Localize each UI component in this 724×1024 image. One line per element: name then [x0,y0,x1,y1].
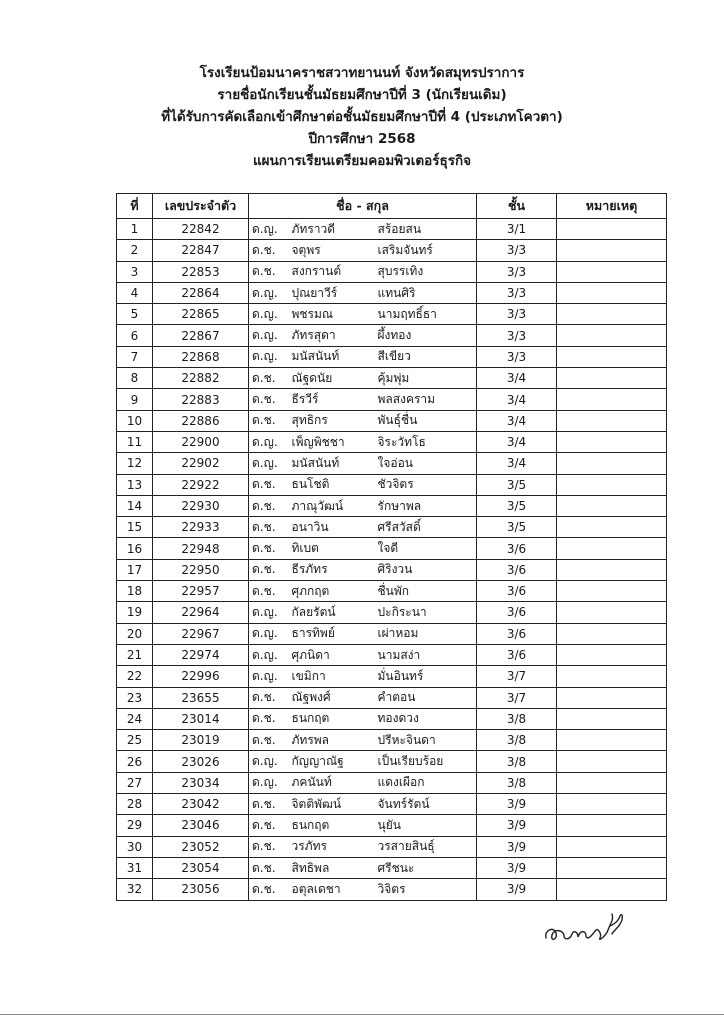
student-id: 23026 [153,751,249,772]
table-row [117,368,667,389]
last-name: ใจดี [375,538,477,559]
first-name: ภัทรพล [289,730,375,751]
name-title: ด.ช. [249,794,289,815]
class-room: 3/9 [477,879,557,900]
class-room: 3/3 [477,325,557,346]
class-room: 3/3 [477,304,557,325]
first-name: พชรมณ [289,304,375,325]
last-name: คำตอน [375,687,477,708]
table-row [117,389,667,410]
remark [557,687,667,708]
name-title: ด.ญ. [249,772,289,793]
name-title: ด.ช. [249,261,289,282]
last-name: เป็นเรียบร้อย [375,751,477,772]
table-row [117,325,667,346]
row-number: 23 [117,687,153,708]
remark [557,282,667,303]
class-room: 3/8 [477,772,557,793]
remark [557,602,667,623]
class-room: 3/4 [477,410,557,431]
row-number: 3 [117,261,153,282]
class-room: 3/5 [477,474,557,495]
academic-year: ปีการศึกษา 2568 [308,131,416,147]
student-id: 22967 [153,623,249,644]
table-row [117,836,667,857]
class-room: 3/8 [477,751,557,772]
last-name: วิจิตร [375,879,477,900]
selection-description: ที่ได้รับการคัดเลือกเข้าศึกษาต่อชั้นมัธยมศึกษาปีที่ 4 (ประเภทโควตา) [161,109,563,125]
row-number: 5 [117,304,153,325]
student-id: 23019 [153,730,249,751]
row-number: 30 [117,836,153,857]
name-title: ด.ช. [249,389,289,410]
table-row [117,559,667,580]
name-title: ด.ช. [249,410,289,431]
last-name: ศรีสวัสดิ์ [375,517,477,538]
first-name: ธนกฤต [289,708,375,729]
row-number: 29 [117,815,153,836]
row-number: 24 [117,708,153,729]
class-room: 3/3 [477,282,557,303]
first-name: ภคนันท์ [289,772,375,793]
remark [557,410,667,431]
first-name: สุทธิกร [289,410,375,431]
name-title: ด.ช. [249,538,289,559]
student-id: 23056 [153,879,249,900]
last-name: เผ่าหอม [375,623,477,644]
row-number: 21 [117,644,153,665]
name-title: ด.ญ. [249,666,289,687]
table-row [117,304,667,325]
table-row [117,687,667,708]
row-number: 2 [117,240,153,261]
name-title: ด.ช. [249,857,289,878]
table-row [117,879,667,900]
last-name: ผึ้งทอง [375,325,477,346]
class-room: 3/6 [477,559,557,580]
table-row [117,857,667,878]
row-number: 8 [117,368,153,389]
row-number: 14 [117,495,153,516]
first-name: มนัสนันท์ [289,346,375,367]
last-name: ชื่นพัก [375,581,477,602]
last-name: ชัวจิตร [375,474,477,495]
remark [557,304,667,325]
first-name: ณัฐดนัย [289,368,375,389]
last-name: สีเขียว [375,346,477,367]
name-title: ด.ญ. [249,346,289,367]
student-id: 23054 [153,857,249,878]
row-number: 22 [117,666,153,687]
student-id: 22883 [153,389,249,410]
first-name: ปุณยาวีร์ [289,282,375,303]
last-name: ใจอ่อน [375,453,477,474]
last-name: จันทร์รัตน์ [375,794,477,815]
last-name: รักษาพล [375,495,477,516]
class-room: 3/9 [477,794,557,815]
last-name: สุบรรเทิง [375,261,477,282]
row-number: 19 [117,602,153,623]
last-name: มั่นอินทร์ [375,666,477,687]
row-number: 7 [117,346,153,367]
student-id: 23014 [153,708,249,729]
first-name: อตุลเดชา [289,879,375,900]
class-room: 3/4 [477,431,557,452]
remark [557,431,667,452]
col-header-note: หมายเหตุ [557,194,667,219]
name-title: ด.ช. [249,517,289,538]
class-room: 3/6 [477,644,557,665]
row-number: 18 [117,581,153,602]
col-header-id: เลขประจำตัว [153,194,249,219]
name-title: ด.ช. [249,559,289,580]
last-name: พลสงคราม [375,389,477,410]
table-row [117,644,667,665]
first-name: ศุภกฤต [289,581,375,602]
table-row [117,346,667,367]
table-row [117,453,667,474]
table-row [117,602,667,623]
remark [557,453,667,474]
first-name: ธีรภัทร [289,559,375,580]
name-title: ด.ช. [249,495,289,516]
name-title: ด.ญ. [249,602,289,623]
student-id: 22996 [153,666,249,687]
student-id: 22922 [153,474,249,495]
remark [557,857,667,878]
name-title: ด.ช. [249,581,289,602]
class-room: 3/6 [477,538,557,559]
student-id: 23052 [153,836,249,857]
table-row [117,815,667,836]
student-id: 22882 [153,368,249,389]
last-name: นามฤทธิ์ธา [375,304,477,325]
row-number: 28 [117,794,153,815]
last-name: เสริมจันทร์ [375,240,477,261]
remark [557,581,667,602]
name-title: ด.ญ. [249,282,289,303]
first-name: ณัฐพงศ์ [289,687,375,708]
remark [557,517,667,538]
last-name: ปะกิระนา [375,602,477,623]
school-name: โรงเรียนป้อมนาคราชสวาทยานนท์ จังหวัดสมุทรปราการ [199,65,525,81]
remark [557,495,667,516]
name-title: ด.ช. [249,836,289,857]
table-row [117,495,667,516]
remark [557,474,667,495]
row-number: 26 [117,751,153,772]
name-title: ด.ช. [249,474,289,495]
class-room: 3/8 [477,730,557,751]
row-number: 13 [117,474,153,495]
table-row [117,581,667,602]
first-name: วรภัทร [289,836,375,857]
remark [557,794,667,815]
first-name: ภัทรสุดา [289,325,375,346]
first-name: ธนโชติ [289,474,375,495]
row-number: 10 [117,410,153,431]
name-title: ด.ญ. [249,751,289,772]
handwritten-signature [540,900,630,950]
last-name: ศิริงวน [375,559,477,580]
first-name: สิทธิพล [289,857,375,878]
last-name: พันธุ์ชื่น [375,410,477,431]
table-row [117,282,667,303]
class-room: 3/3 [477,261,557,282]
class-room: 3/9 [477,857,557,878]
remark [557,538,667,559]
table-row [117,261,667,282]
student-id: 22865 [153,304,249,325]
class-room: 3/7 [477,666,557,687]
table-row [117,410,667,431]
class-room: 3/3 [477,346,557,367]
first-name: ทิเบต [289,538,375,559]
student-id: 22864 [153,282,249,303]
class-room: 3/6 [477,602,557,623]
page-bottom-rule [0,1014,724,1015]
remark [557,644,667,665]
remark [557,730,667,751]
student-id: 22930 [153,495,249,516]
class-room: 3/3 [477,240,557,261]
student-id: 22842 [153,219,249,240]
student-id: 22886 [153,410,249,431]
class-room: 3/5 [477,517,557,538]
remark [557,261,667,282]
row-number: 15 [117,517,153,538]
first-name: เขมิกา [289,666,375,687]
document-header [0,62,724,172]
remark [557,836,667,857]
remark [557,559,667,580]
row-number: 9 [117,389,153,410]
col-header-class: ชั้น [477,194,557,219]
row-number: 6 [117,325,153,346]
first-name: ธีรวีร์ [289,389,375,410]
remark [557,240,667,261]
row-number: 11 [117,431,153,452]
first-name: จตุพร [289,240,375,261]
first-name: เพ็ญพิชชา [289,431,375,452]
name-title: ด.ช. [249,708,289,729]
first-name: มนัสนันท์ [289,453,375,474]
last-name: คุ้มพุ่ม [375,368,477,389]
last-name: ปรีหะจินดา [375,730,477,751]
first-name: กัลยรัตน์ [289,602,375,623]
last-name: นุยัน [375,815,477,836]
name-title: ด.ช. [249,368,289,389]
name-title: ด.ช. [249,815,289,836]
first-name: จิตติพัฒน์ [289,794,375,815]
last-name: นามสง่า [375,644,477,665]
remark [557,879,667,900]
student-id: 22868 [153,346,249,367]
first-name: ภัทราวดี [289,219,375,240]
class-room: 3/6 [477,581,557,602]
name-title: ด.ญ. [249,623,289,644]
class-room: 3/4 [477,453,557,474]
remark [557,368,667,389]
class-room: 3/6 [477,623,557,644]
table-row [117,730,667,751]
student-id: 22853 [153,261,249,282]
row-number: 31 [117,857,153,878]
list-title: รายชื่อนักเรียนชั้นมัธยมศึกษาปีที่ 3 (นักเรียนเดิม) [217,87,507,103]
class-room: 3/9 [477,815,557,836]
student-id: 22957 [153,581,249,602]
last-name: สร้อยสน [375,219,477,240]
student-table [116,193,667,901]
class-room: 3/7 [477,687,557,708]
student-id: 23046 [153,815,249,836]
name-title: ด.ญ. [249,644,289,665]
table-row [117,431,667,452]
name-title: ด.ญ. [249,431,289,452]
student-id: 22933 [153,517,249,538]
student-id: 23034 [153,772,249,793]
first-name: กัญญาณัฐ [289,751,375,772]
col-header-no: ที่ [117,194,153,219]
remark [557,325,667,346]
table-row [117,708,667,729]
class-room: 3/4 [477,368,557,389]
table-row [117,517,667,538]
student-id: 22902 [153,453,249,474]
name-title: ด.ญ. [249,325,289,346]
row-number: 4 [117,282,153,303]
table-row [117,623,667,644]
table-header-row [117,194,667,219]
student-id: 22847 [153,240,249,261]
remark [557,389,667,410]
first-name: ภาณุวัฒน์ [289,495,375,516]
class-room: 3/4 [477,389,557,410]
student-id: 22950 [153,559,249,580]
remark [557,751,667,772]
class-room: 3/9 [477,836,557,857]
row-number: 12 [117,453,153,474]
last-name: จิระวัทโธ [375,431,477,452]
name-title: ด.ญ. [249,453,289,474]
name-title: ด.ช. [249,730,289,751]
first-name: สงกรานต์ [289,261,375,282]
row-number: 17 [117,559,153,580]
row-number: 32 [117,879,153,900]
student-id: 22900 [153,431,249,452]
remark [557,815,667,836]
table-row [117,666,667,687]
remark [557,772,667,793]
name-title: ด.ช. [249,879,289,900]
remark [557,666,667,687]
last-name: แดงเผือก [375,772,477,793]
remark [557,219,667,240]
table-body [117,219,667,901]
student-id: 22867 [153,325,249,346]
name-title: ด.ญ. [249,304,289,325]
row-number: 27 [117,772,153,793]
table-row [117,794,667,815]
class-room: 3/1 [477,219,557,240]
first-name: ศุภนิดา [289,644,375,665]
name-title: ด.ช. [249,240,289,261]
col-header-name: ชื่อ - สกุล [249,194,477,219]
table-row [117,538,667,559]
name-title: ด.ช. [249,687,289,708]
table-row [117,219,667,240]
row-number: 20 [117,623,153,644]
study-plan: แผนการเรียนเตรียมคอมพิวเตอร์ธุรกิจ [252,153,472,169]
last-name: แทนศิริ [375,282,477,303]
student-id: 22964 [153,602,249,623]
remark [557,623,667,644]
student-id: 23655 [153,687,249,708]
name-title: ด.ญ. [249,219,289,240]
first-name: ธนกฤต [289,815,375,836]
last-name: ทองดวง [375,708,477,729]
remark [557,346,667,367]
class-room: 3/5 [477,495,557,516]
student-id: 22974 [153,644,249,665]
table-row [117,751,667,772]
first-name: อนาวิน [289,517,375,538]
row-number: 16 [117,538,153,559]
student-id: 23042 [153,794,249,815]
row-number: 25 [117,730,153,751]
last-name: ศรีชนะ [375,857,477,878]
table-row [117,772,667,793]
table-row [117,240,667,261]
table-row [117,474,667,495]
class-room: 3/8 [477,708,557,729]
first-name: ธารทิพย์ [289,623,375,644]
remark [557,708,667,729]
student-id: 22948 [153,538,249,559]
row-number: 1 [117,219,153,240]
last-name: วรสายสินธุ์ [375,836,477,857]
